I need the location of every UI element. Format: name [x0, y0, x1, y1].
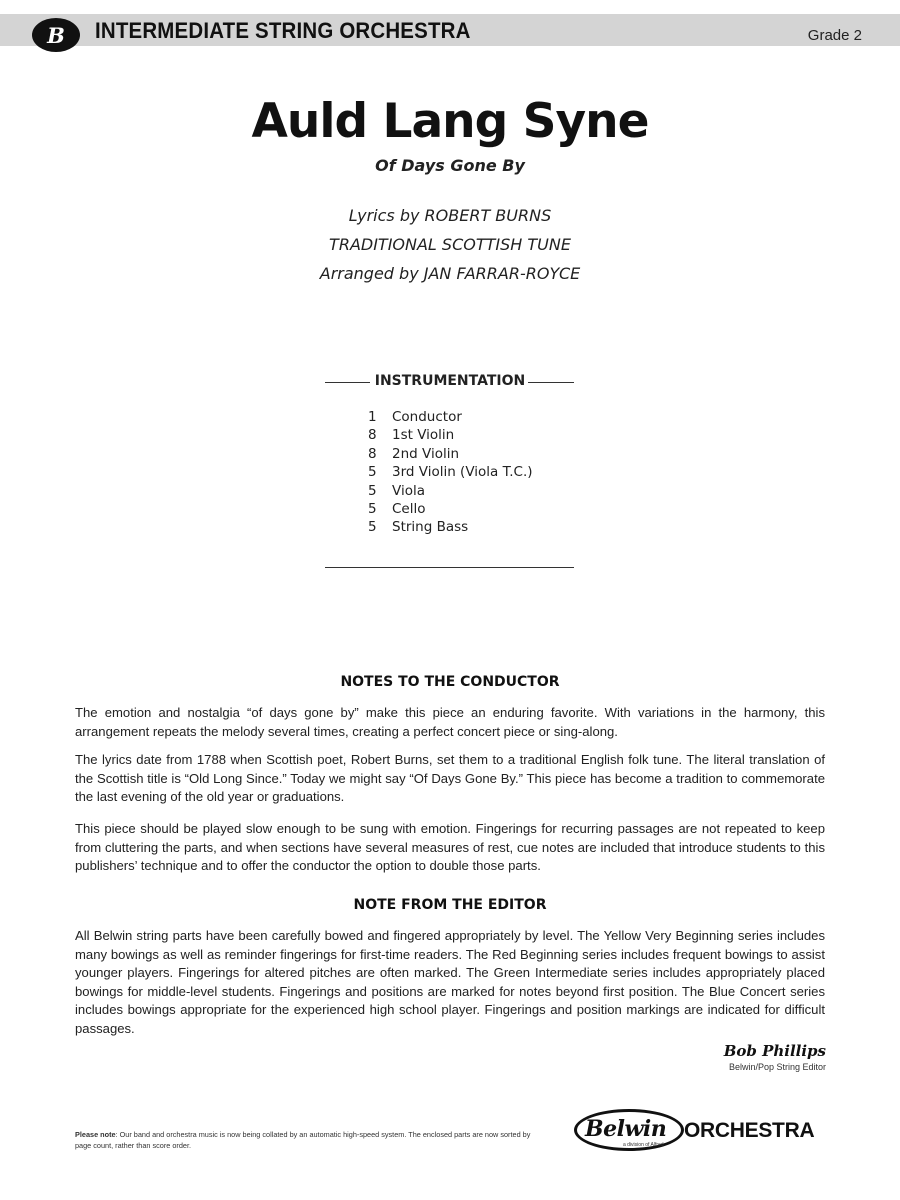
editor-note-heading: NOTE FROM THE EDITOR — [353, 897, 547, 913]
list-item — [368, 409, 533, 427]
instrument-name: Cello — [392, 500, 426, 517]
credits — [0, 201, 900, 288]
page-title: Auld Lang Syne — [251, 94, 649, 149]
instrumentation-rule-bottom — [325, 567, 574, 568]
footnote-label: Please note — [75, 1130, 116, 1139]
instrument-name: 1st Violin — [392, 427, 455, 444]
instrument-quantity: 5 — [368, 464, 377, 481]
editor-note-paragraph: All Belwin string parts have been carefully bowed and fingered appropriately by level. The Yellow Very Beginning series includes many bowings as well as reminder fingerings for first-time readers. The Red Beginning series includes frequent bowings to assist younger players. Fingerings for altered pitches are often marked. The Green Intermediate series includes appropriately placed bowings for middle-level students. Fingerings and positions are marked for notes beyond first position. The Blue Concert series includes bowings appropriate for the experienced high school player. Fingerings and position markings are indicated for difficult passages. — [75, 928, 825, 1036]
instrument-quantity: 5 — [368, 500, 377, 517]
credit-lyrics: Lyrics by ROBERT BURNS — [348, 206, 552, 225]
editor-signature: Bob Phillips — [723, 1042, 826, 1060]
instrument-quantity: 8 — [368, 445, 377, 462]
credit-arranger: Arranged by JAN FARRAR-ROYCE — [319, 264, 581, 283]
footnote-text: : Our band and orchestra music is now being collated by an automatic high-speed system. The enclosed parts are now sorted by page count, rather than score order. — [75, 1130, 531, 1150]
instrument-name: Conductor — [392, 409, 462, 425]
instrument-name: Viola — [392, 482, 425, 499]
publisher-logo-subtext: a division of Alfred — [623, 1142, 664, 1148]
footnote — [75, 1129, 535, 1151]
instrumentation-list — [368, 409, 533, 538]
instrument-name: String Bass — [392, 519, 469, 536]
list-item — [368, 483, 533, 501]
conductor-notes-paragraph: The emotion and nostalgia “of days gone by” make this piece an enduring favorite. With variations in the harmony, this arrangement repeats the melody several times, creating a perfect concert piece or sing-along. — [75, 705, 825, 739]
instrument-quantity: 8 — [368, 427, 377, 444]
credit-tune: TRADITIONAL SCOTTISH TUNE — [329, 235, 571, 254]
list-item — [368, 446, 533, 464]
instrument-name: 2nd Violin — [392, 445, 460, 462]
series-title: INTERMEDIATE STRING ORCHESTRA — [95, 18, 471, 43]
list-item — [368, 519, 533, 537]
instrument-quantity: 1 — [368, 409, 377, 425]
conductor-notes-paragraph: This piece should be played slow enough to be sung with emotion. Fingerings for recurring passages are not repeated to keep from cluttering the parts, and when sections have several measures of rest, cue notes are included that introduce students to this publishers’ technique and to offer the conductor the option to double those parts. — [75, 821, 825, 874]
instrument-quantity: 5 — [368, 519, 377, 536]
instrumentation-heading: INSTRUMENTATION — [374, 373, 526, 389]
grade-label: Grade 2 — [807, 27, 862, 44]
subtitle: Of Days Gone By — [375, 156, 525, 175]
publisher-suffix: ORCHESTRA — [684, 1119, 815, 1142]
belwin-publisher-logo-icon — [574, 1109, 684, 1151]
instrument-name: 3rd Violin (Viola T.C.) — [392, 464, 533, 481]
conductor-notes-paragraph: The lyrics date from 1788 when Scottish poet, Robert Burns, set them to a traditional English folk tune. The literal translation of the Scottish title is “Old Long Since.” Today we might say “Of Days Gone By.” This piece has become a tradition to commemorate the last evening of the old year or graduations. — [75, 752, 825, 805]
logo-letter: B — [47, 23, 65, 48]
conductor-notes-heading: NOTES TO THE CONDUCTOR — [340, 674, 560, 690]
list-item — [368, 501, 533, 519]
list-item — [368, 427, 533, 445]
instrumentation-rule-right — [528, 382, 574, 383]
publisher-logo-text: Belwin — [585, 1116, 667, 1142]
instrument-quantity: 5 — [368, 482, 377, 499]
editor-title: Belwin/Pop String Editor — [728, 1062, 826, 1072]
list-item — [368, 464, 533, 482]
belwin-logo-icon — [32, 18, 80, 52]
